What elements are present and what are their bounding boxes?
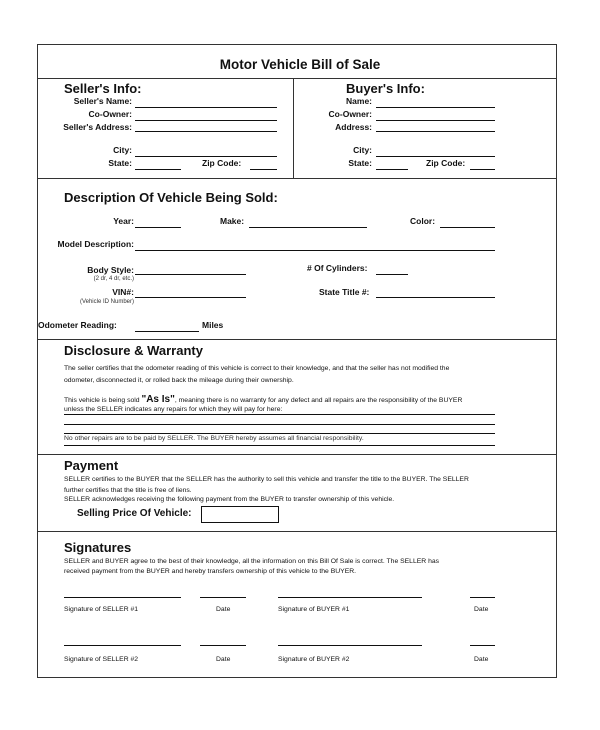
seller-city-line[interactable]	[135, 156, 277, 157]
seller1-signature-line[interactable]	[64, 597, 181, 598]
seller-address-label: Seller's Address:	[63, 122, 132, 132]
vehicle-model-line[interactable]	[135, 250, 495, 251]
seller2-signature-line[interactable]	[64, 645, 181, 646]
disclosure-text-4: unless the SELLER indicates any repairs for which they will pay for here:	[64, 406, 283, 413]
selling-price-label: Selling Price Of Vehicle:	[77, 508, 192, 519]
buyer-address-line[interactable]	[376, 131, 495, 132]
vehicle-miles-label: Miles	[202, 320, 224, 330]
form-frame	[37, 44, 557, 678]
vehicle-body-note: (2 dr, 4 dr, etc.)	[93, 276, 134, 282]
vehicle-year-label: Year:	[113, 216, 134, 226]
disclosure-text-1: The seller certifies that the odometer reading of this vehicle is correct to their knowledge, and that the seller has not modified the	[64, 365, 450, 372]
seller2-signature-label: Signature of SELLER #2	[64, 656, 139, 663]
divider-signatures	[37, 531, 557, 532]
vehicle-color-label: Color:	[410, 216, 436, 226]
vehicle-year-line[interactable]	[135, 227, 181, 228]
buyer-name-line[interactable]	[376, 107, 495, 108]
seller-heading: Seller's Info:	[64, 81, 142, 96]
repairs-line-4[interactable]	[64, 445, 495, 446]
vehicle-vin-note: (Vehicle ID Number)	[79, 299, 134, 305]
vehicle-state-title-label: State Title #:	[319, 287, 370, 297]
buyer-zip-label: Zip Code:	[426, 158, 466, 168]
seller2-date-label: Date	[216, 656, 231, 663]
buyer-zip-line[interactable]	[470, 169, 495, 170]
seller-zip-line[interactable]	[250, 169, 277, 170]
buyer2-signature-label: Signature of BUYER #2	[278, 656, 350, 663]
vehicle-cylinders-label: # Of Cylinders:	[307, 263, 368, 273]
divider-title	[37, 78, 557, 79]
buyer-city-line[interactable]	[376, 156, 495, 157]
disclosure-heading: Disclosure & Warranty	[64, 343, 203, 358]
signatures-heading: Signatures	[64, 540, 132, 555]
buyer-name-label: Name:	[346, 96, 372, 106]
payment-text-1: SELLER certifies to the BUYER that the SELLER has the authority to sell this vehicle and transfer the title to the BUYER. The SELLER	[64, 476, 469, 483]
divider-vehicle	[37, 178, 557, 179]
vehicle-state-title-line[interactable]	[376, 297, 495, 298]
repairs-line-2[interactable]	[64, 424, 495, 425]
buyer-state-line[interactable]	[376, 169, 408, 170]
buyer2-date-label: Date	[474, 656, 489, 663]
vehicle-body-line[interactable]	[135, 274, 246, 275]
buyer1-date-label: Date	[474, 606, 489, 613]
seller1-date-line[interactable]	[200, 597, 246, 598]
buyer1-date-line[interactable]	[470, 597, 495, 598]
seller-state-label: State:	[108, 158, 132, 168]
payment-text-3: SELLER acknowledges receiving the following payment from the BUYER to transfer ownership of this vehicle.	[64, 496, 395, 503]
disclosure-text-5: No other repairs are to be paid by SELLER. The BUYER hereby assumes all financial responsibility.	[64, 435, 364, 442]
vehicle-color-line[interactable]	[440, 227, 495, 228]
signatures-text-1: SELLER and BUYER agree to the best of their knowledge, all the information on this Bill Of Sale is correct. The SELLER has	[64, 558, 440, 565]
seller-state-line[interactable]	[135, 169, 181, 170]
buyer1-signature-label: Signature of BUYER #1	[278, 606, 350, 613]
buyer2-date-line[interactable]	[470, 645, 495, 646]
vehicle-body-label: Body Style:	[87, 265, 134, 275]
signatures-text-2: received payment from the BUYER and hereby transfers ownership of this vehicle to the BUYER.	[64, 568, 357, 575]
seller1-signature-label: Signature of SELLER #1	[64, 606, 139, 613]
buyer-coowner-label: Co-Owner:	[328, 109, 372, 119]
buyer1-signature-line[interactable]	[278, 597, 422, 598]
seller-zip-label: Zip Code:	[202, 158, 242, 168]
seller-coowner-line[interactable]	[135, 120, 277, 121]
vehicle-make-label: Make:	[220, 216, 245, 226]
seller-city-label: City:	[113, 145, 132, 155]
repairs-line-1[interactable]	[64, 414, 495, 415]
seller-address-line[interactable]	[135, 131, 277, 132]
as-is-label: "As Is"	[141, 394, 175, 405]
buyer2-signature-line[interactable]	[278, 645, 422, 646]
disclosure-text-2: odometer, disconnected it, or rolled back the mileage during their ownership.	[64, 377, 294, 384]
vehicle-odometer-label: Odometer Reading:	[38, 320, 117, 330]
vehicle-model-label: Model Description:	[57, 239, 134, 249]
divider-payment	[37, 454, 557, 455]
vehicle-make-line[interactable]	[249, 227, 367, 228]
divider-seller-buyer	[293, 78, 294, 178]
divider-disclosure	[37, 339, 557, 340]
seller-name-label: Seller's Name:	[73, 96, 132, 106]
buyer-coowner-line[interactable]	[376, 120, 495, 121]
payment-heading: Payment	[64, 458, 119, 473]
vehicle-vin-label: VIN#:	[112, 287, 134, 297]
payment-text-2: further certifies that the title is free of liens.	[64, 487, 192, 494]
vehicle-heading: Description Of Vehicle Being Sold:	[64, 190, 278, 205]
vehicle-odometer-line[interactable]	[135, 331, 199, 332]
seller1-date-label: Date	[216, 606, 231, 613]
buyer-heading: Buyer's Info:	[346, 81, 425, 96]
disclosure-text-3b: , meaning there is no warranty for any defect and all repairs are the responsibility of the BUYER	[174, 397, 463, 404]
buyer-city-label: City:	[353, 145, 372, 155]
page-title: Motor Vehicle Bill of Sale	[219, 57, 381, 72]
buyer-state-label: State:	[348, 158, 372, 168]
vehicle-vin-line[interactable]	[135, 297, 246, 298]
disclosure-text-3a: This vehicle is being sold	[64, 397, 140, 404]
seller-coowner-label: Co-Owner:	[88, 109, 132, 119]
vehicle-cylinders-line[interactable]	[376, 274, 408, 275]
buyer-address-label: Address:	[335, 122, 372, 132]
selling-price-box[interactable]	[201, 506, 279, 523]
seller2-date-line[interactable]	[200, 645, 246, 646]
seller-name-line[interactable]	[135, 107, 277, 108]
